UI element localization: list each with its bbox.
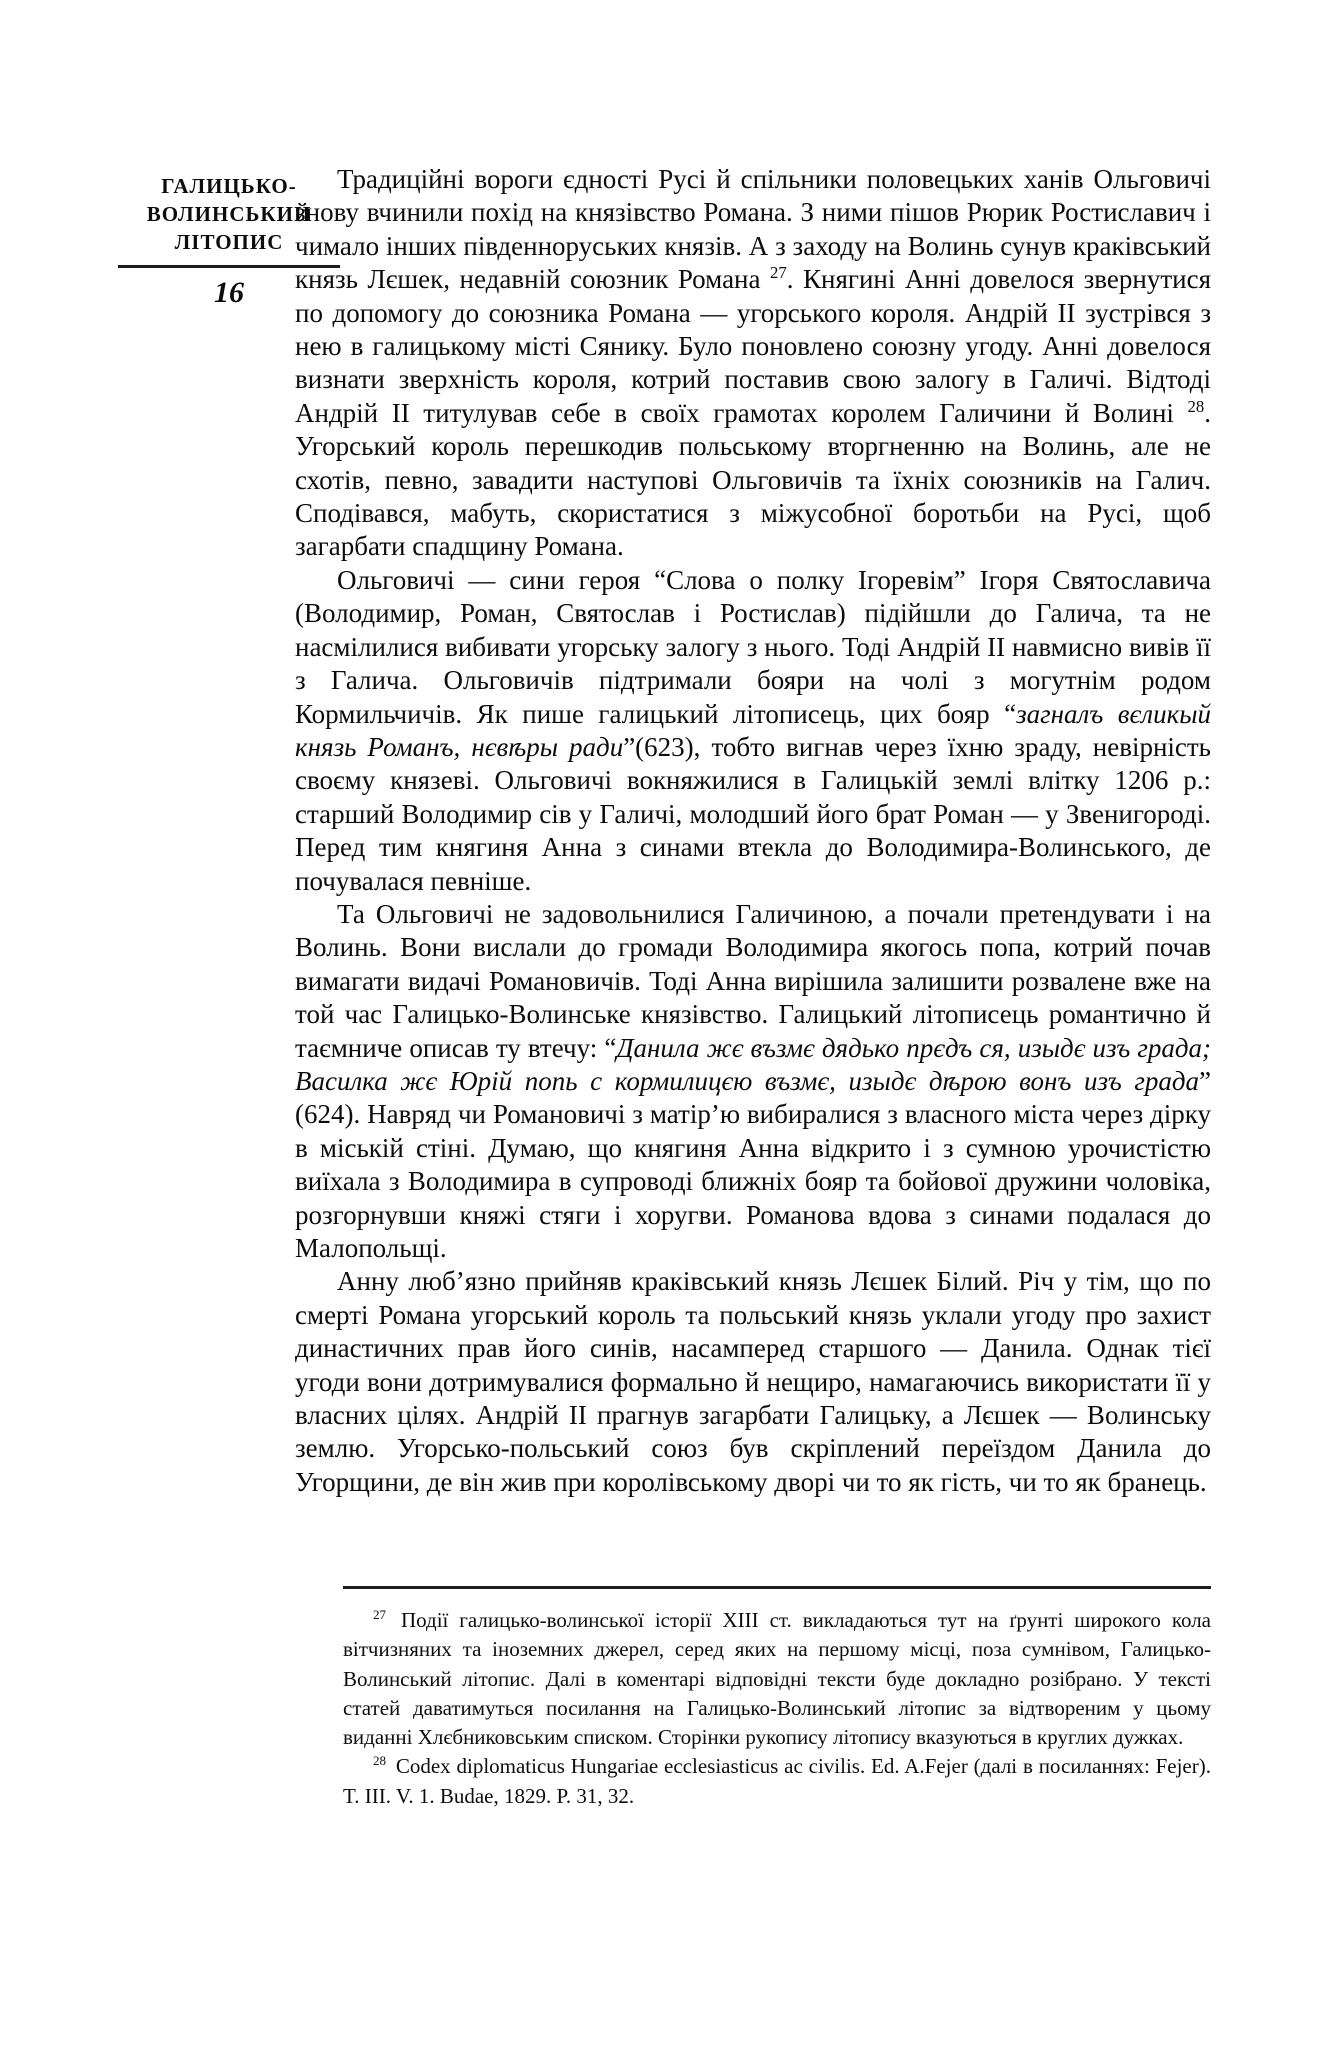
page-number: 16: [214, 276, 244, 309]
footnote-marker: 27: [373, 1607, 387, 1622]
running-title-line: ГАЛИЦЬКО-: [161, 174, 297, 198]
paragraph: Традиційні вороги єдності Русі й спільники половецьких ханів Ольговичі знову вчинили похід на князівство Романа. З ними пішов Рюрик Ростиславич і чимало інших південноруських князів. А з заходу на Волинь сунув краківський князь Лєшек, недавній союзник Романа $^{27}$. Княгині Анні довелося звернутися по допомогу до союзника Романа — угорського короля. Андрій II зустрівся з нею в галицькому місті Сянику. Було поновлено союзну угоду. Анні довелося визнати зверхність короля, котрий поставив свою залогу в Галичі. Відтоді Андрій II титулував себе в своїх грамотах королем Галичини й Волині $^{28}$. Угорський король перешкодив польському вторгненню на Волинь, але не схотів, певно, завадити наступові Ольговичів та їхніх союзників на Галич. Сподівався, мабуть, скористатися з міжусобної боротьби на Русі, щоб загарбати спадщину Романа.: [295, 164, 1211, 562]
paragraph: Та Ольговичі не задовольнилися Галичиною, а почали претендувати і на Волинь. Вони вислали до громади Володимира якогось попа, котрий почав вимагати видачі Романовичів. Тоді Анна вирішила залишити розвалене вже на той час Галицько-Волинське князівство. Галицький літописець романтично й таємниче описав ту втечу: “Данила жє възмє дядько прєдъ ся, изыдє изъ града; Василка жє Юрій попь с кормилицєю възмє, изыдє дѣрою вонъ изъ града” (624). Навряд чи Романовичі з матір’ю вибиралися з власного міста через дірку в міській стіні. Думаю, що княгиня Анна відкрито і з сумною урочистістю виїхала з Володимира в супроводі ближніх бояр та бойової дружини чоловіка, розгорнувши княжі стяги і хоругви. Романова вдова з синами подалася до Малопольщі.: [295, 898, 1211, 1263]
running-title-line: ВОЛИНСЬКИЙ: [146, 202, 312, 226]
running-title-line: ЛІТОПИС: [174, 230, 284, 254]
body-text: [295, 163, 1211, 1499]
paragraph: Ольговичі — сини героя “Слова о полку Ігоревім” Ігоря Святославича (Володимир, Роман, Святослав і Ростислав) підійшли до Галича, та не насмілилися вибивати угорську залогу з нього. Тоді Андрій II навмисно вивів її з Галича. Ольговичів підтримали бояри на чолі з могутнім родом Кормильчичів. Як пише галицький літописець, цих бояр “загналъ вєликый князь Романъ, нєвѣры ради”(623), тобто вигнав через їхню зраду, невірність своєму князеві. Ольговичі вокняжилися в Галицькій землі влітку 1206 р.: старший Володимир сів у Галичі, молодший його брат Роман — у Звенигороді. Перед тим княгиня Анна з синами втекла до Володимира-Волинського, де почувалася певніше.: [295, 564, 1211, 896]
footnote: [343, 1606, 1211, 1752]
footnote-separator: [343, 1586, 1211, 1589]
paragraph: Анну люб’язно прийняв краківський князь Лєшек Білий. Річ у тім, що по смерті Романа угорський король та польський князь уклали угоду про захист династичних прав його синів, насамперед старшого — Данила. Однак тієї угоди вони дотримувалися формально й нещиро, намагаючись використати її у власних цілях. Андрій II прагнув загарбати Галицьку, а Лєшек — Волинську землю. Угорсько-польський союз був скріплений переїздом Данила до Угорщини, де він жив при королівському дворі чи то як гість, чи то як бранець.: [295, 1266, 1211, 1497]
footnote-text: Codex diplomaticus Hungariae ecclesiasticus ac civilis. Ed. A.Fejer (далі в посиланнях: Fejer). T. III. V. 1. Budae, 1829. P. 31, 32.: [343, 1754, 1211, 1808]
footnote: [343, 1752, 1211, 1811]
footnote-marker: 28: [373, 1753, 387, 1769]
footnotes: [343, 1606, 1211, 1811]
footnote-text: Події галицько-волинської історії XIII ст. викладаються тут на ґрунті широкого кола вітчизняних та іноземних джерел, серед яких на першому місці, поза сумнівом, Галицько-Волинський літопис. Далі в коментарі відповідні тексти буде докладно розібрано. У тексті статей даватимуться посилання на Галицько-Волинський літопис за відтвореним у цьому виданні Хлєбниковським списком. Сторінки рукопису літопису вказуються в круглих дужках.: [343, 1608, 1211, 1750]
